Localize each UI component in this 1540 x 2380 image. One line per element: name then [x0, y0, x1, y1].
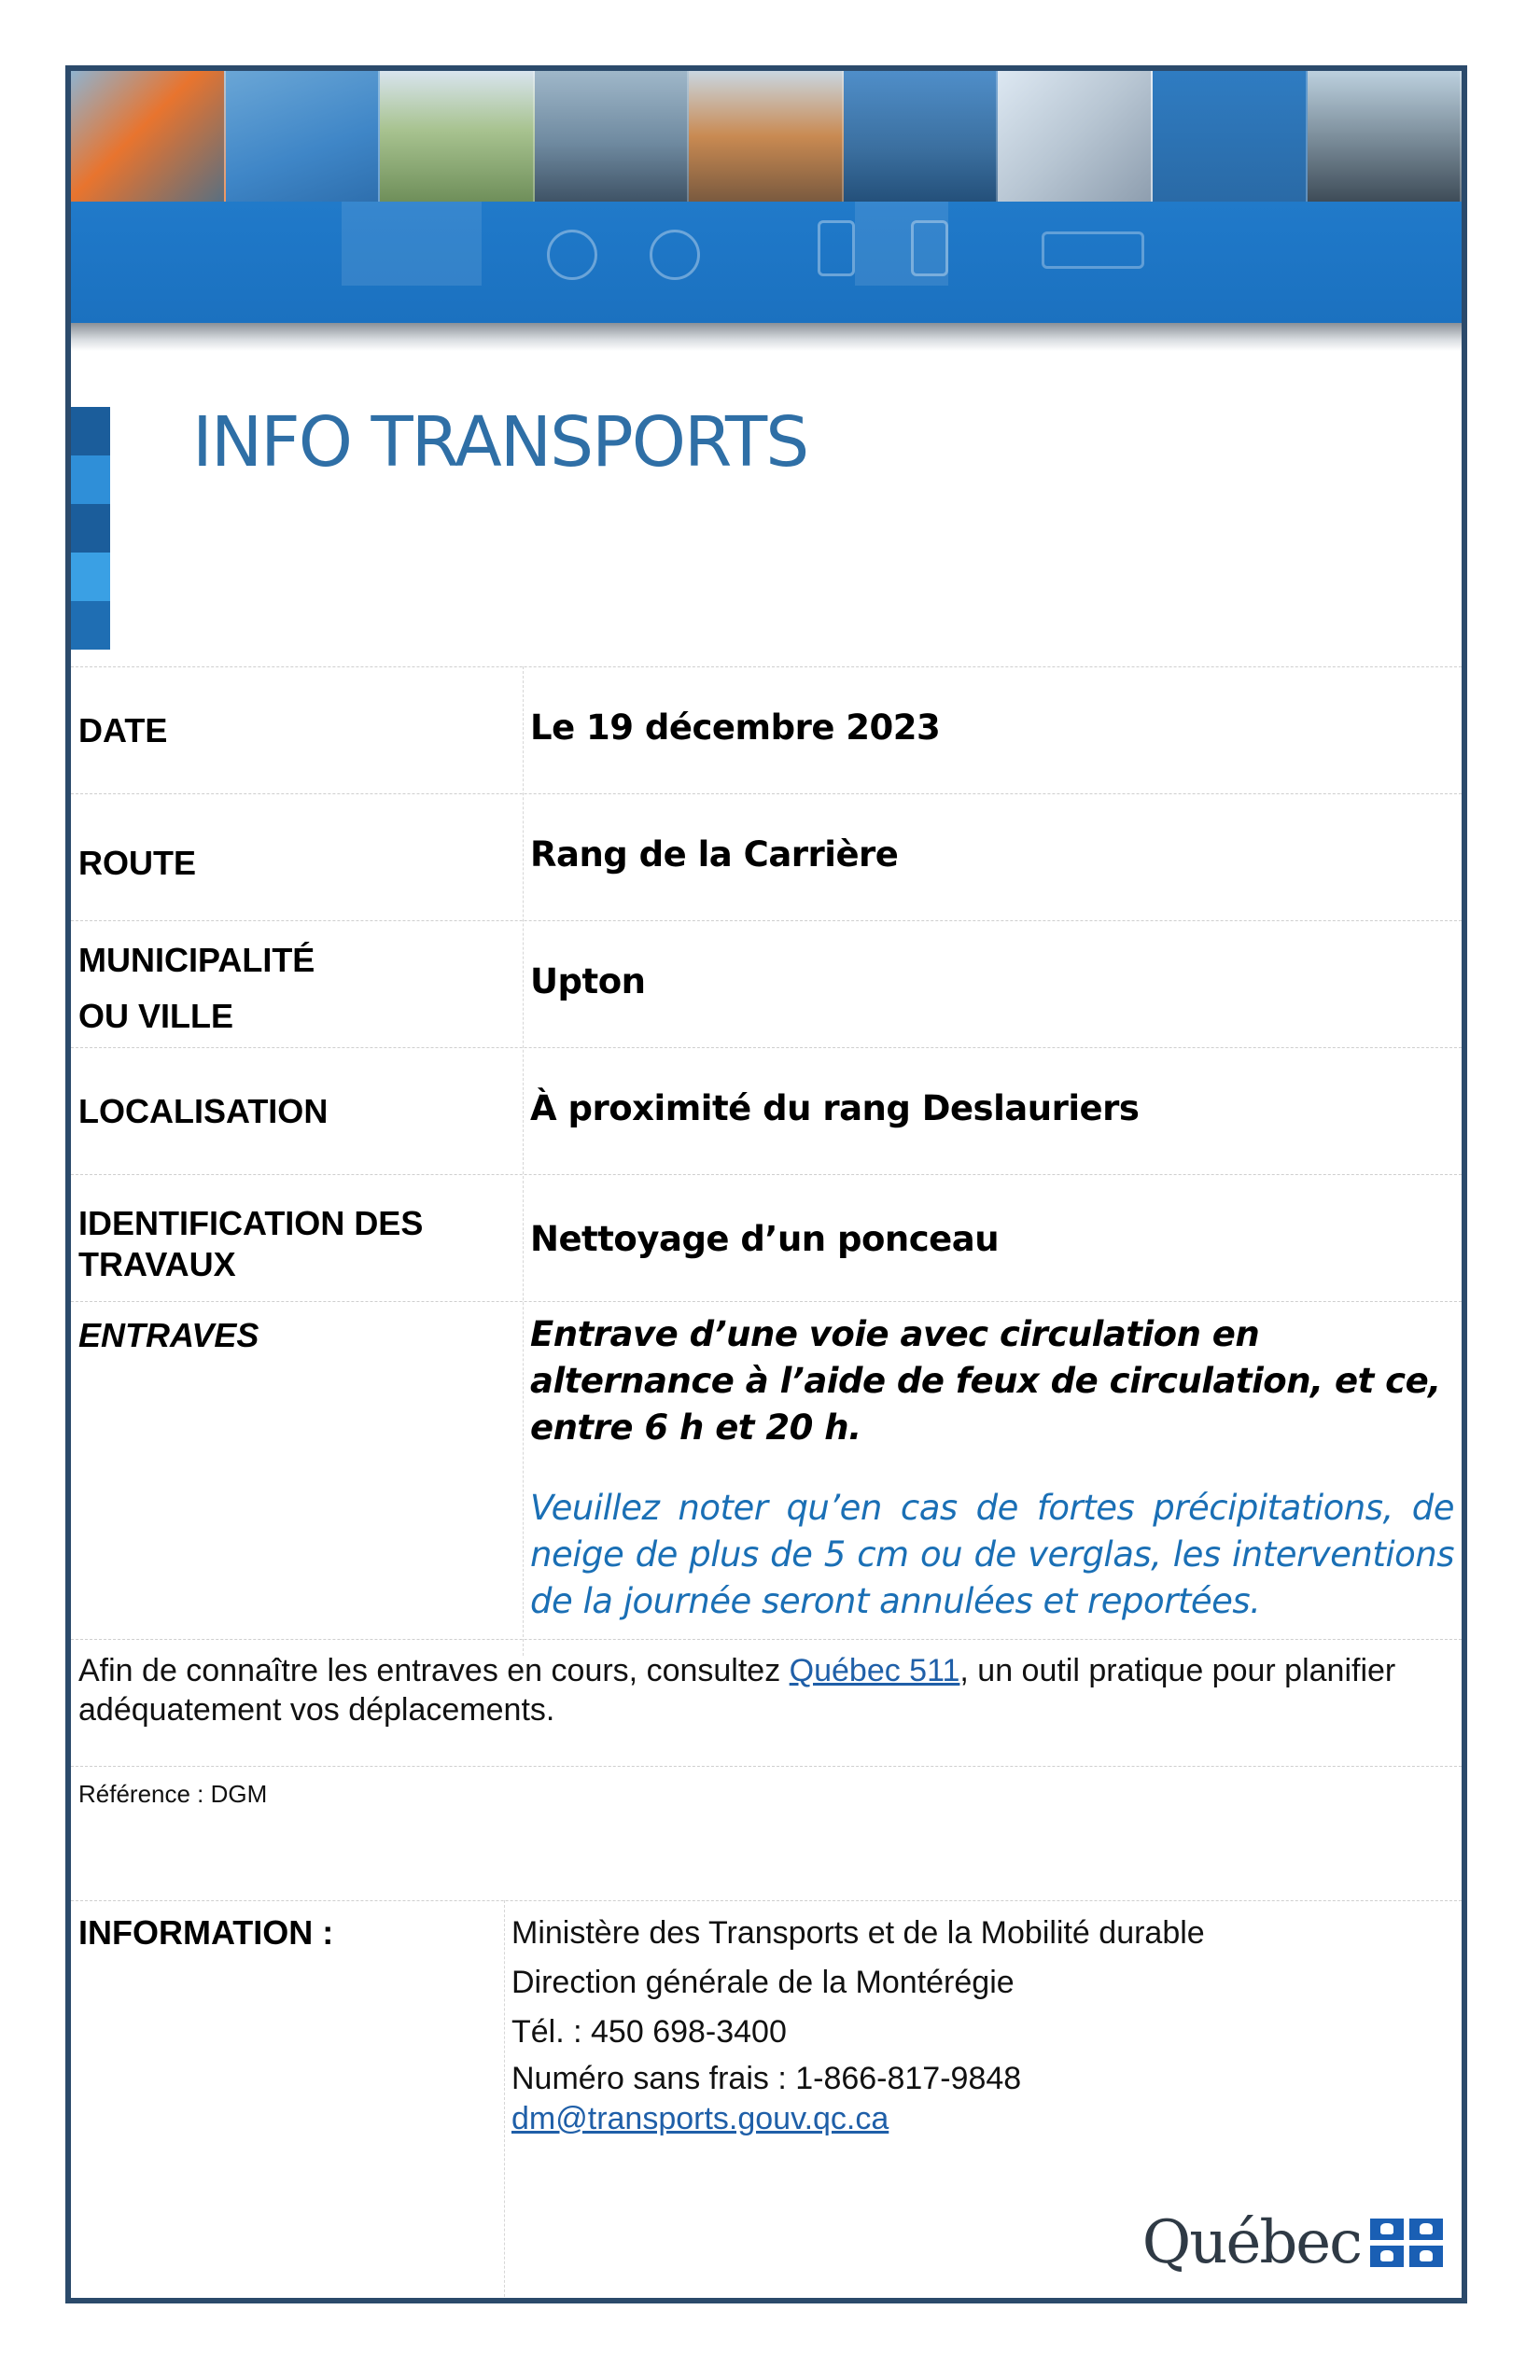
- information-block: [511, 1909, 1205, 2137]
- quebec-511-link[interactable]: Québec 511: [789, 1653, 960, 1688]
- block: [71, 553, 110, 601]
- photo-road: [380, 71, 535, 202]
- reference-text: Référence : DGM: [78, 1780, 268, 1808]
- value-works: Nettoyage d’un ponceau: [530, 1219, 1000, 1259]
- table-row-route: [71, 793, 1462, 920]
- table-row-entraves: [71, 1301, 1462, 1639]
- value-entraves: Entrave d’une voie avec circulation en alternance à l’aide de feux de circulation, et ce, entre 6 h et 20 h.: [530, 1314, 1441, 1448]
- block: [71, 504, 110, 553]
- block: [71, 455, 110, 504]
- bus-sign-icon: [1042, 231, 1144, 269]
- table-row-location: [71, 1047, 1462, 1174]
- info-ministry: Ministère des Transports et de la Mobilité durable: [511, 1915, 1205, 1951]
- banner-tile: [342, 202, 482, 286]
- value-route: Rang de la Carrière: [530, 834, 899, 875]
- label-works-line1: IDENTIFICATION DES: [78, 1204, 424, 1242]
- panel-sign-icon: [818, 220, 855, 276]
- label-municipality-line2: OU VILLE: [78, 997, 234, 1035]
- label-municipality-line1: MUNICIPALITÉ: [78, 941, 315, 979]
- photo-workers: [71, 71, 226, 202]
- banner-shadow: [71, 323, 1462, 351]
- info-toll-free: Numéro sans frais : 1-866-817-9848: [511, 2061, 1022, 2096]
- info-email-link[interactable]: dm@transports.gouv.qc.ca: [511, 2101, 889, 2136]
- label-municipality: [78, 932, 315, 1044]
- label-works-line2: TRAVAUX: [78, 1245, 236, 1283]
- table-row-date: [71, 666, 1462, 793]
- value-date: Le 19 décembre 2023: [530, 707, 941, 748]
- reference-row: [71, 1766, 1462, 1900]
- info-direction: Direction générale de la Montérégie: [511, 1965, 1015, 2000]
- label-information: INFORMATION :: [78, 1913, 334, 1952]
- photo-strip: [71, 71, 1462, 202]
- document-frame: [65, 65, 1467, 2303]
- photo-sky: [1153, 71, 1308, 202]
- notice-text: [78, 1651, 1424, 1729]
- notice-text-before: Afin de connaître les entraves en cours, consultez: [78, 1653, 790, 1688]
- fleurdelise-flag-icon: [1370, 2219, 1443, 2267]
- label-entraves: ENTRAVES: [78, 1316, 259, 1354]
- photo-port: [689, 71, 844, 202]
- table-row-municipality: [71, 920, 1462, 1047]
- photo-water: [226, 71, 381, 202]
- table-row-works: [71, 1174, 1462, 1301]
- value-location: À proximité du rang Deslauriers: [530, 1088, 1140, 1128]
- decorative-blocks: [71, 407, 110, 650]
- photo-bicycles: [1308, 71, 1463, 202]
- block: [71, 407, 110, 455]
- label-works: [78, 1203, 423, 1285]
- quebec-wordmark: Québec: [1141, 2208, 1361, 2277]
- photo-bridge-blue: [844, 71, 999, 202]
- route-511-icon: [911, 220, 948, 276]
- notice-row: [71, 1639, 1462, 1766]
- road-sign-icon: [547, 230, 597, 280]
- notice-text-after: , un outil pratique pour planifier adéquatement vos déplacements.: [78, 1653, 1396, 1728]
- label-location: LOCALISATION: [78, 1092, 329, 1130]
- info-phone: Tél. : 450 698-3400: [511, 2014, 787, 2050]
- quebec-logo: [1142, 2208, 1443, 2277]
- page-title: INFO TRANSPORTS: [192, 402, 808, 483]
- photo-ship: [535, 71, 690, 202]
- block: [71, 601, 110, 650]
- label-route: ROUTE: [78, 844, 196, 882]
- header-banner: [71, 71, 1462, 351]
- vehicle-sign-icon: [650, 230, 700, 280]
- value-municipality: Upton: [530, 961, 646, 1001]
- entraves-note: Veuillez noter qu’en cas de fortes précipitations, de neige de plus de 5 cm ou de verglas, les interventions de la journée seront annulées et reportées.: [530, 1488, 1454, 1621]
- label-date: DATE: [78, 711, 168, 749]
- photo-bridge-arch: [998, 71, 1153, 202]
